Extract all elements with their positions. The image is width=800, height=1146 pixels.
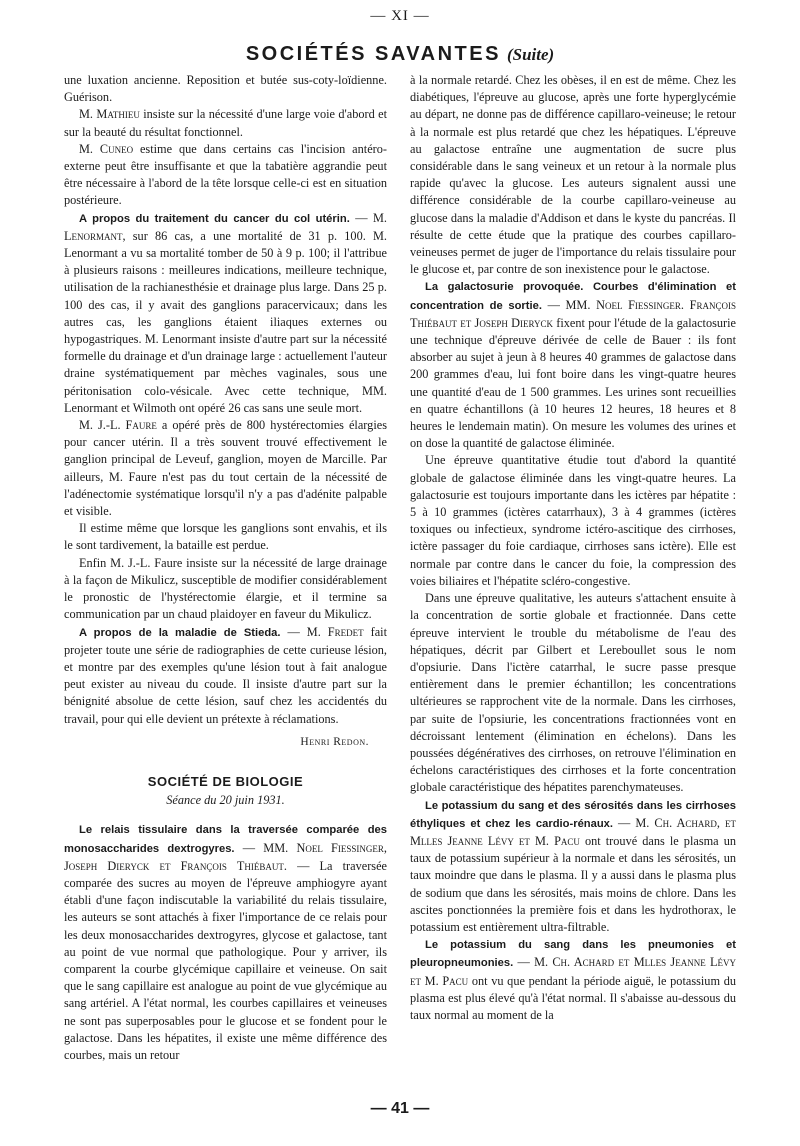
paragraph-text: ont trouvé dans le plasma un taux de potassium supérieur à la normale et dans les sérosités, un taux moindre que dans le plasma. Il y a aussi dans le plasma plus de sodium que dans les sérosités, mais moins de chlore. Dans les ascites ponctionnées la première fois et dans les hydrothorax, le potassium est entièrement ultra-filtrable. [410, 833, 736, 934]
paragraph [410, 278, 736, 452]
paragraph-text: insiste sur la nécessité d'une large voie d'abord et sur la beauté du résultat fonctionnel. [64, 107, 388, 139]
paragraph [64, 417, 387, 520]
paragraph-text: ont vu que pendant la période aiguë, le potassium du plasma est plus élevé qu'à l'état normal. Il s'abaisse au-dessous du taux normal au moment de la [410, 973, 736, 1022]
paragraph [64, 624, 387, 728]
dash: — [513, 955, 535, 970]
author-names: MM. Noel Fiessinger. François Thiébaut et Joseph Dieryck [410, 297, 736, 330]
paragraph [64, 821, 387, 1064]
paragraph [64, 141, 387, 210]
dash: — [349, 210, 373, 225]
author-name: M. Fredet [306, 624, 364, 639]
dash: — [234, 840, 264, 855]
dash: — [541, 297, 566, 312]
paragraph-text: , sur 86 cas, a une mortalité de 31 p. 100. M. Lenormant a vu sa mortalité tomber de 50 à 9 p. 100; il l'attribue à plusieurs raisons : meilleures indications, meilleure technique, utilisation de la rachianesthésie et drainage plus large. Dans 25 p. 100 des cas, il y avait des ganglions paracervicaux; dans les autres cas, les ganglions étaient iliaques externes ou hypogastriques. M. Lenormant insiste d'autre part sur la nécessité formelle du drainage et d'un drainage large : actuellement l'auteur draine systématiquement par mèches vaginales, sous une péritonisation colo-vésicale. Avec cette technique, MM. Lenormant et Wilmoth ont opéré 26 cas sans une seule mort. [64, 228, 387, 415]
author-name: M. Lenormant [64, 210, 387, 243]
section-date: Séance du 20 juin 1931. [166, 793, 285, 808]
paragraph-text: fixent pour l'étude de la galactosurie une technique d'épreuve dérivée de celle de Bauer : ils font absorber au sujet à jeun à 8 heures 40 grammes de galactose dans 200 grammes d'eau, lui font boire dans les vingt-quatre heures une quantité d'eau de 1 500 grammes. Les urines sont recueillies en quatre échantillons (à 10 heures 12 heures, 18 heures et 8 heures le lendemain matin). On mesure les volumes des urines et on dose la quantité de galactose éliminée. [410, 315, 736, 451]
paragraph-lead: Le potassium du sang et des sérosités dans les cirrhoses éthyliques et chez les cardio-rénaux. [410, 799, 736, 830]
author-names: M. Ch. Achard et Mlles Jeanne Lévy et M. Pacu [410, 955, 736, 988]
paragraph: Il estime même que lorsque les ganglions sont envahis, et ils le sont tardivement, la bataille est perdue. [64, 521, 387, 553]
paragraph-text: fait projeter toute une série de radiographies de cette curieuse lésion, et montre par des exemples qu'une lésion tout à fait analogue peut exister au niveau du coude. Il insiste d'autre part sur la bénignité absolue de cette lésion, sauf chez les accidentés du travail, pour qui elle devient un prétexte à réclamations. [64, 624, 387, 726]
paragraph-lead: A propos du traitement du cancer du col utérin. [79, 212, 350, 225]
paragraph-lead: Le potassium du sang dans les pneumonies et pleuropneumonies. [410, 939, 736, 970]
running-head [0, 44, 800, 64]
paragraph: à la normale retardé. Chez les obèses, il en est de même. Chez les diabétiques, l'épreuve au glucose, après une forte hyperglycémie au départ, ne donne pas de différence capillaro-veineuse; le retour à la normale est plus retardé que chez les hépatiques. L'épreuve au galactose entraîne une augmentation de sucre plus considérable dans le sang veineux et un retour à la normale plus rapide qu'avec la glucose. Les auteurs signalent aussi une différence considérable de la courbe capillaro-veineuse au glucose dans la maladie d'Addison et dans le kyste du pancréas. Il résulte de cette étude que la pratique des courbes capillaro-veineuses permet de juger de l'importance du relais tissulaire pour le glucose et, par contre de son inexistence pour le galactose. [410, 73, 736, 277]
paragraph [410, 797, 736, 937]
paragraph-lead: A propos de la maladie de Stieda. [79, 626, 281, 639]
paragraph-text: — La traversée comparée des sucres au moyen de l'épreuve amphiogyre ayant établi d'une façon indiscutable la variabilité du relais tissulaire, les auteurs se sont attachés à fixer l'importance de ce relais pour les deux monosaccharides dextrogyres, glycose et galactose, tant au point de vue normal que pathologique. Pour y arriver, ils comparent la courbe glycémique capillaire et veineuse. On sait que le sang capillaire est analogue au point de vue glycémique au sang artériel. A l'état normal, les courbes capillaires et veineuses ne sont pas superposables pour le glucose et se fondent pour le galactose. Dans les hépatites, il existe une même différence des courbes, mais un retour [64, 858, 387, 1062]
right-column [410, 72, 736, 1024]
running-head-title: SOCIÉTÉS SAVANTES [245, 43, 501, 65]
paragraph-text: estime que dans certains cas l'incision antéro-externe peut être insuffisante et que la tabatière aggrandie peut être nécessaire à l'abord de la tête lorsque celle-ci est en situation postérieure. [64, 141, 387, 208]
left-column [64, 72, 387, 1064]
paragraph-lead: La galactosurie provoquée. Courbes d'élimination et concentration de sortie. [410, 281, 736, 312]
paragraph: Enfin M. J.-L. Faure insiste sur la nécessité de large drainage à la façon de Mikulicz, susceptible de modifier considérablement le pronostic de l'hystérectomie élargie, et il termine sa communication par un chaud plaidoyer en faveur du Mikulicz. [64, 555, 387, 622]
paragraph [410, 936, 736, 1024]
paragraph: une luxation ancienne. Reposition et butée sus-coty-loïdienne. Guérison. [64, 73, 387, 105]
dash: — [280, 624, 307, 639]
page-number: — 41 — [370, 1100, 430, 1117]
author-names: M. Ch. Achard, et Mlles Jeanne Lévy et M. Pacu [410, 815, 736, 848]
author-name: M. Cuneo [79, 141, 134, 156]
paragraph-text: a opéré près de 800 hystérectomies élargies pour cancer utérin. Il a très souvent trouvé effectivement le ganglion principal de Leveuf, ganglion, moyen de Marcille. Par ailleurs, M. Faure n'est pas du tout certain de la nécessité de l'adénectomie systématique lorsqu'il n'y a pas d'adénite palpable et visible. [64, 418, 387, 519]
author-name: M. J.-L. Faure [79, 418, 157, 433]
paragraph [64, 210, 387, 417]
signature: Henri Redon. [300, 735, 369, 748]
page-roman-numeral: — XI — [370, 8, 430, 24]
author-names: MM. Noel Fiessinger, Joseph Dieryck et François Thiébaut. [64, 840, 387, 873]
paragraph: Une épreuve quantitative étudie tout d'abord la quantité globale de galactose éliminée dans les vingt-quatre heures. La galactosurie est toujours importante dans les ictères par hépatite : 5 à 10 grammes (ictères catarrhaux), 3 à 4 grammes (ictères toxiques ou infectieux, syndrome ictéro-ascitique des cirrhoses, ictère passager du foie cardiaque, cirrhoses sans ictère). Elle est normale par contre dans le cancer du foie, la compression des voies biliaires et l'hépatite scléro-congestive. [410, 453, 736, 588]
paragraph: Dans une épreuve qualitative, les auteurs s'attachent ensuite à la concentration de sortie globale et fractionnée. Dans cette épreuve intervient le trouble du métabolisme de l'eau des hépatiques, décrit par Gilbert et Lereboullet sous le nom d'opsiurie. Dans l'ictère catarrhal, le sucre passe presque entièrement dans le premier échantillon; les concentrations ultérieures se rapprochent vite de la normale. Dans les cirrhoses, par suite de l'opsiurie, les concentrations fractionnées vont en décroissant lentement (élimination en échelons). Dans les poussées dégénératives des cirrhoses, on retrouve l'élimination en échelons caractéristiques des cirrhoses et la forte concentration globale caractéristique des hépatites parenchymateuses. [410, 591, 736, 795]
section-title: SOCIÉTÉ DE BIOLOGIE [147, 773, 304, 789]
running-head-suite: (Suite) [506, 45, 555, 64]
paragraph [64, 106, 387, 140]
paragraph-lead: Le relais tissulaire dans la traversée comparée des monosaccharides dextrogyres. [64, 824, 387, 855]
dash: — [613, 815, 636, 830]
author-name: M. Mathieu [79, 107, 140, 122]
